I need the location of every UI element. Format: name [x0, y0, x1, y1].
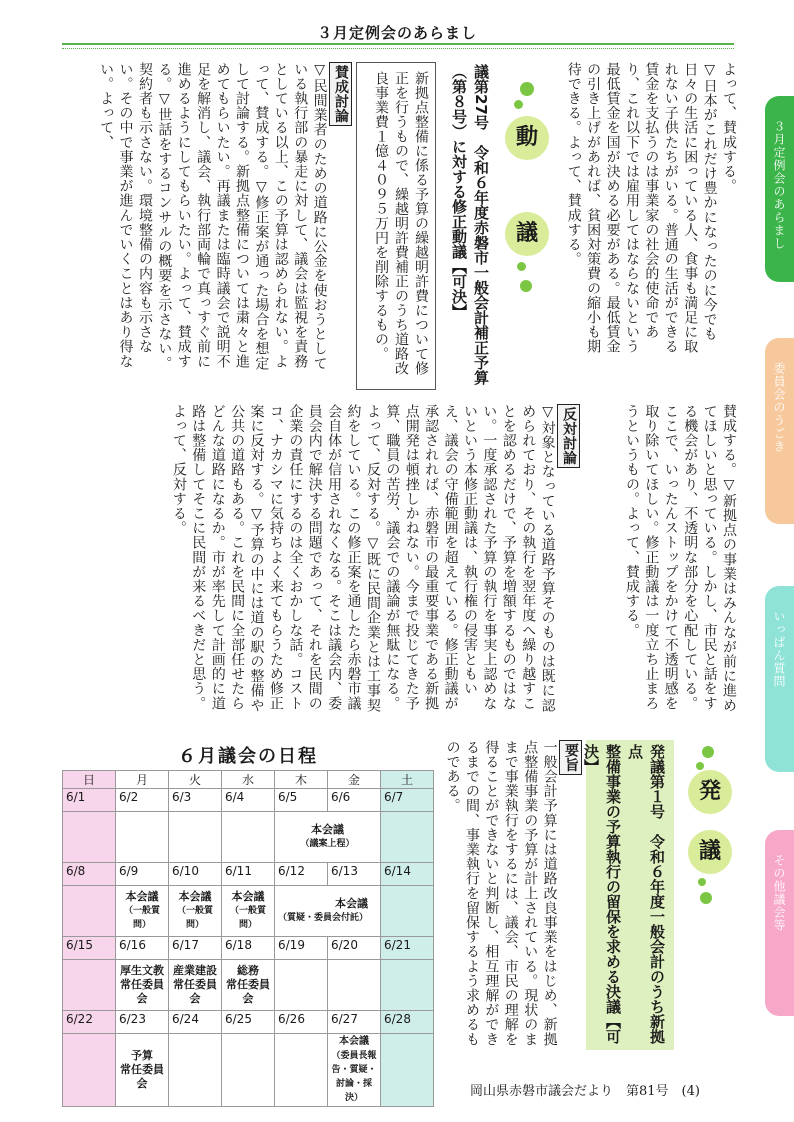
- tab-march-session[interactable]: [765, 96, 794, 282]
- event-sub: （質疑・委員会付託）: [278, 913, 369, 923]
- event-cell: [222, 1034, 275, 1107]
- date-cell: 6/26: [275, 1011, 328, 1034]
- col-continuation: [560, 62, 738, 362]
- date-cell: 6/10: [169, 863, 222, 886]
- event-sub: （一般質問）: [176, 906, 213, 930]
- event-cell: [169, 886, 222, 937]
- badge-dot: [514, 100, 523, 109]
- date-cell: 6/12: [275, 863, 328, 886]
- day-header: 金: [328, 771, 381, 789]
- event-cell: [116, 960, 169, 1011]
- proposal-title-line1: 発議第１号 令和６年度一般会計のうち新拠点: [626, 744, 666, 1044]
- con-text: ▽対象となっている道路予算そのものは既に認められており、その執行を翌年度へ繰り越すことを認めるだけで、予算を増額するものではない。一度承認された予算の執行を事実上認めないという本修正動議は、執行権の侵害ともいえ、議会の守備範囲を超えている。修正動議が承認されれば、赤磐市の最重要事業である新拠点開発は頓挫しかねない。今まで投じてきた予算、職員の苦労、議会での議論が無駄になる。よって、反対する。▽既に民間企業とは工事契約をしている。この修正案を通したら赤磐市議会自体が信用されなくなる。そこは議会内、委員会内で解決する問題であって、それを民間の企業の責任にするのは全くおかしな話。コストコ、ナカシマに気持ちよく来てもらうため修正案に反対する。▽予算の中には道の駅の整備や公共の道路もある。これを民間に全部任せたらどんな道路になるか。市が率先して計画的に道路は整備してそこに民間が来るべきだと思う。よって、反対する。: [170, 404, 556, 713]
- date-cell: 6/1: [63, 789, 116, 812]
- event-name: 産業建設: [173, 964, 217, 977]
- pro-text: ▽民間業者のための道路に公金を使おうとしている執行部の暴走に対して、議会は監視を責務としている以上、この予算は認められない。よって、賛成する。▽修正案が通った場合を想定して討論する。新拠点整備については粛々と進めてもらいたい。再議または臨時議会で説明不足を解消し、議会、執行部両輪で真っすぐ前に進めるようにしてもらいたい。よって、賛成する。▽世話をするコンサルの概要を示さない。契約者も示さない。環境整備の内容も示さない。その中で事業が進んでいくことはあり得ない。よって、: [98, 62, 328, 371]
- event-cell: [275, 812, 381, 863]
- badge-dot: [700, 892, 712, 904]
- event-cell: [63, 1034, 116, 1107]
- event-sub: 常任委員会: [173, 978, 217, 1005]
- tab-label: 委員会のうごき: [772, 362, 786, 453]
- event-cell: [116, 1034, 169, 1107]
- date-cell: 6/2: [116, 789, 169, 812]
- event-sub: （議案上程）: [300, 839, 355, 849]
- schedule-table: [62, 770, 434, 1107]
- schedule-title: ６月議会の日程: [178, 746, 318, 767]
- date-cell: 6/14: [381, 863, 434, 886]
- event-cell: [328, 960, 381, 1011]
- date-cell: 6/19: [275, 937, 328, 960]
- tab-label: ３月定例会のあらまし: [772, 120, 786, 250]
- motion-summary: 新拠点整備に係る予算の繰越明許費について修正を行うもので、繰越明許費補正のうち道路改良事業費１億４０９５万円を削除するもの。: [356, 62, 436, 390]
- date-cell: 6/5: [275, 789, 328, 812]
- motion-title-line1: 議第27号 令和６年度赤磐市一般会計補正予算: [472, 64, 490, 385]
- motion-badge-char1: 動: [505, 116, 549, 160]
- event-cell: [169, 1034, 222, 1107]
- header-divider: [62, 43, 734, 45]
- event-sub: （委員長報告・質疑・討論・採決）: [331, 1051, 377, 1103]
- badge-dot: [520, 280, 532, 292]
- badge-dot: [696, 762, 704, 770]
- tab-committee[interactable]: [765, 338, 794, 524]
- event-sub: 常任委員会: [226, 978, 270, 1005]
- text-b: ▽日本がこれだけ豊かになったのに今でも日々の生活に困っている人、食事も満足に取れない子供たちがいる。普通の生活ができる賃金を支払うのは事業家の社会的使命であり、これ以下では雇用してはならないという最低賃金を国が決める必要がある。最低賃金の引き上げがあれば、貧困対策費の縮小も期待できる。よって、賛成する。: [565, 62, 718, 354]
- date-cell: 6/22: [63, 1011, 116, 1034]
- event-name: 予算: [131, 1049, 153, 1062]
- pro-section: [62, 62, 352, 380]
- header-divider-dotted: [62, 48, 734, 49]
- tab-general-questions[interactable]: [765, 586, 794, 772]
- pro-label: 賛成討論: [329, 62, 352, 126]
- date-cell: 6/24: [169, 1011, 222, 1034]
- event-name: 本会議: [311, 823, 344, 836]
- page-footer: 岡山県赤磐市議会だより 第81号 (4): [470, 1084, 700, 1099]
- date-cell: 6/4: [222, 789, 275, 812]
- date-cell: 6/20: [328, 937, 381, 960]
- date-cell: 6/7: [381, 789, 434, 812]
- event-name: 厚生文教: [120, 964, 164, 977]
- motion-title-line2: （第８号）に対する修正動議: [450, 64, 468, 259]
- event-sub: （一般質問）: [123, 906, 160, 930]
- mid-text: 賛成する。▽新拠点の事業はみんなが前に進めてほしいと思っている。しかし、市民と話をする機会があり、不透明な部分を心配している。ここで、いったんストップをかけて不透明感を取り除いてほしい。修正動議は一度立ち止まろうというもの。よって、賛成する。: [623, 404, 737, 713]
- date-cell: 6/18: [222, 937, 275, 960]
- event-name: 本会議: [339, 1036, 369, 1047]
- proposal-summary: [444, 740, 582, 1050]
- badge-dot: [520, 82, 534, 96]
- event-cell: [328, 1034, 381, 1107]
- event-sub: （一般質問）: [229, 906, 266, 930]
- event-cell: [275, 1034, 328, 1107]
- event-cell: [275, 886, 381, 937]
- col-mid-text: [590, 404, 738, 724]
- event-cell: [63, 960, 116, 1011]
- date-cell: 6/13: [328, 863, 381, 886]
- text-a: よって、賛成する。: [721, 62, 737, 194]
- con-section: [140, 404, 580, 724]
- badge-dot: [702, 746, 714, 758]
- badge-dot: [698, 878, 706, 886]
- date-cell: 6/9: [116, 863, 169, 886]
- date-cell: 6/27: [328, 1011, 381, 1034]
- event-name: 本会議: [231, 890, 265, 903]
- proposal-label: 要旨: [559, 740, 582, 775]
- date-cell: 6/6: [328, 789, 381, 812]
- day-header: 日: [63, 771, 116, 789]
- date-cell: 6/21: [381, 937, 434, 960]
- proposal-text: 一般会計予算には道路改良事業をはじめ、新拠点整備事業の予算が計上されている。現状のままで事業執行をするには、議会、市民の理解を得ることができないと判断し、相互理解ができるまでの間、事業執行を留保するよう求めるものである。: [444, 740, 558, 1047]
- event-cell: [381, 960, 434, 1011]
- proposal-badge-char2: 議: [688, 830, 732, 874]
- motion-badge-char2: 議: [505, 212, 549, 256]
- date-cell: 6/8: [63, 863, 116, 886]
- day-header: 土: [381, 771, 434, 789]
- con-label: 反対討論: [557, 404, 580, 468]
- event-sub: 常任委員会: [120, 978, 164, 1005]
- date-cell: 6/3: [169, 789, 222, 812]
- event-cell: [381, 886, 434, 937]
- event-cell: [222, 812, 275, 863]
- proposal-title-line2: 整備事業の予算執行の留保を求める決議: [604, 744, 622, 1014]
- event-cell: [116, 886, 169, 937]
- tab-label: その他議会等: [772, 854, 786, 932]
- event-cell: [222, 960, 275, 1011]
- tab-label: いっぱん質問: [772, 610, 786, 688]
- date-cell: 6/11: [222, 863, 275, 886]
- day-header: 木: [275, 771, 328, 789]
- motion-title: [440, 64, 492, 394]
- motion-result: 【可決】: [450, 259, 468, 319]
- badge-dot: [517, 262, 526, 271]
- day-header: 水: [222, 771, 275, 789]
- proposal-result: 【可決】: [582, 744, 622, 1044]
- event-cell: [275, 960, 328, 1011]
- day-header: 月: [116, 771, 169, 789]
- event-name: 本会議: [335, 897, 368, 910]
- date-cell: 6/15: [63, 937, 116, 960]
- event-cell: [169, 812, 222, 863]
- event-sub: 常任委員会: [120, 1063, 164, 1090]
- date-cell: 6/23: [116, 1011, 169, 1034]
- event-cell: [381, 1034, 434, 1107]
- date-cell: 6/17: [169, 937, 222, 960]
- event-cell: [381, 812, 434, 863]
- event-cell: [63, 812, 116, 863]
- proposal-title: [582, 740, 674, 1050]
- event-name: 総務: [237, 964, 259, 977]
- page-section-title: ３月定例会のあらまし: [316, 24, 477, 42]
- tab-other[interactable]: [765, 830, 794, 1016]
- event-cell: [169, 960, 222, 1011]
- event-cell: [116, 812, 169, 863]
- date-cell: 6/16: [116, 937, 169, 960]
- event-cell: [63, 886, 116, 937]
- event-cell: [222, 886, 275, 937]
- proposal-badge-char1: 発: [688, 770, 732, 814]
- event-name: 本会議: [178, 890, 212, 903]
- day-header: 火: [169, 771, 222, 789]
- date-cell: 6/28: [381, 1011, 434, 1034]
- date-cell: 6/25: [222, 1011, 275, 1034]
- event-name: 本会議: [125, 890, 159, 903]
